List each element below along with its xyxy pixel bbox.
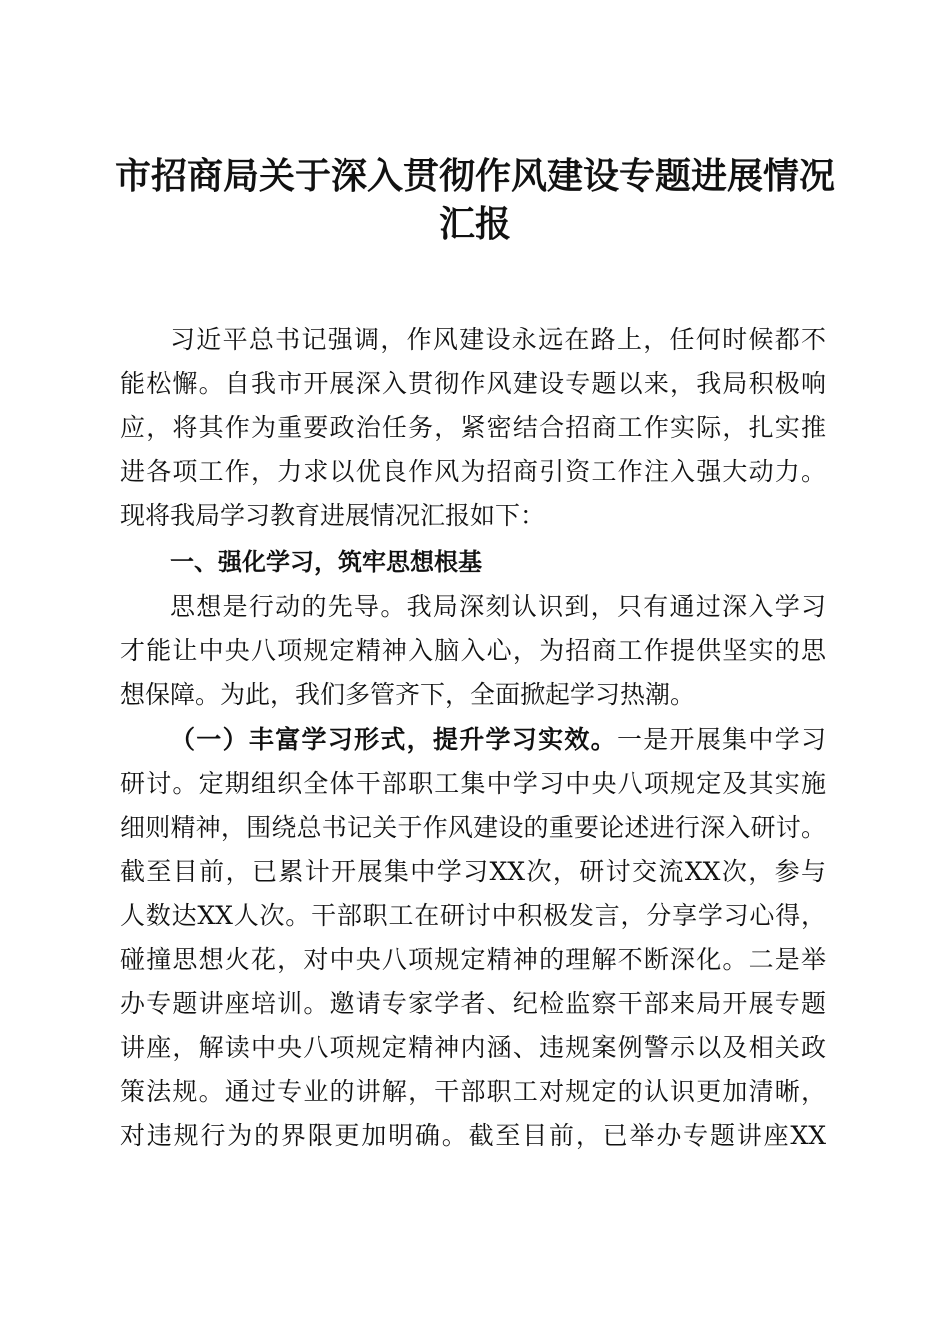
- subsection-line: 研讨。定期组织全体干部职工集中学习中央八项规定及其实施: [120, 769, 826, 798]
- intro-line: 能松懈。自我市开展深入贯彻作风建设专题以来，我局积极响: [120, 369, 826, 398]
- intro-line: 应，将其作为重要政治任务，紧密结合招商工作实际，扎实推: [120, 413, 826, 442]
- subsection-line: 策法规。通过专业的讲解，干部职工对规定的认识更加清晰，: [120, 1077, 826, 1106]
- section-heading: 一、强化学习，筑牢思想根基: [170, 548, 482, 576]
- subsection-title: （一）丰富学习形式，提升学习实效。: [170, 725, 617, 754]
- subsection-first-rest: 一是开展集中学习: [616, 725, 826, 754]
- section-line: 想保障。为此，我们多管齐下，全面掀起学习热潮。: [120, 680, 696, 709]
- intro-line: 习近平总书记强调，作风建设永远在路上，任何时候都不: [170, 325, 826, 354]
- title-line-1: 市招商局关于深入贯彻作风建设专题进展情况: [114, 155, 835, 197]
- document-title: [100, 152, 850, 248]
- subsection-first-line: [170, 718, 826, 762]
- section-line: 思想是行动的先导。我局深刻认识到，只有通过深入学习: [170, 592, 826, 621]
- intro-line: 现将我局学习教育进展情况汇报如下：: [120, 501, 546, 530]
- intro-line: 进各项工作，力求以优良作风为招商引资工作注入强大动力。: [120, 457, 826, 486]
- subsection-line: 碰撞思想火花，对中央八项规定精神的理解不断深化。二是举: [120, 945, 826, 974]
- section-line: 才能让中央八项规定精神入脑入心，为招商工作提供坚实的思: [120, 636, 826, 665]
- subsection-line: 细则精神，围绕总书记关于作风建设的重要论述进行深入研讨。: [120, 813, 826, 842]
- subsection-line: 办专题讲座培训。邀请专家学者、纪检监察干部来局开展专题: [120, 989, 826, 1018]
- subsection-line: 截至目前，已累计开展集中学习XX次，研讨交流XX次，参与: [120, 857, 826, 886]
- title-line-2: 汇报: [438, 203, 511, 245]
- subsection-line: 讲座，解读中央八项规定精神内涵、违规案例警示以及相关政: [120, 1033, 826, 1062]
- subsection-line: 对违规行为的界限更加明确。截至目前，已举办专题讲座XX: [120, 1121, 826, 1150]
- subsection-line: 人数达XX人次。干部职工在研讨中积极发言，分享学习心得，: [120, 901, 826, 930]
